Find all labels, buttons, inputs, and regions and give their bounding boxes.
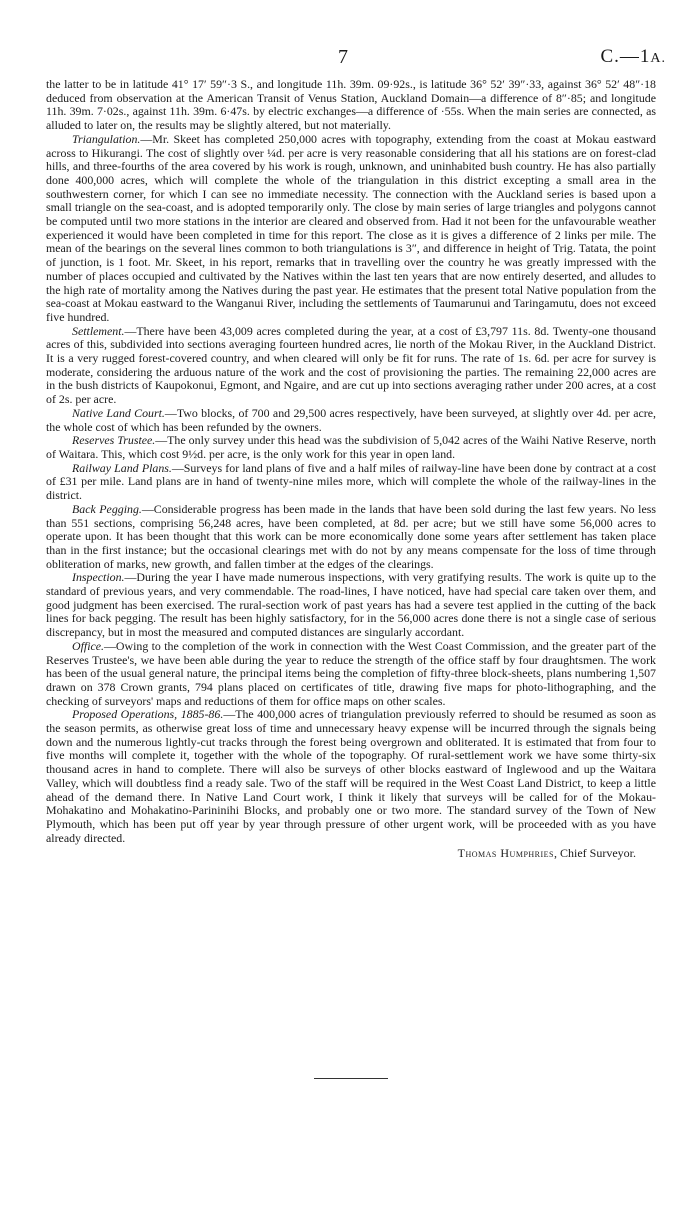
- paragraph-text: —The only survey under this head was the subdivision of 5,042 acres of the Waihi Native Reserve, north of Waitara. This, which cost 9½d. per acre, is the only work for this year in open land.: [46, 433, 657, 461]
- paragraph-text: —Surveys for land plans of five and a half miles of railway-line have been done by contract at a cost of £31 per mile. Land plans are in hand of twenty-nine miles more, which will complete the whole of the railway-lines in the district.: [46, 460, 656, 503]
- paragraph-text: —Two blocks, of 700 and 29,500 acres respectively, have been surveyed, at slightly over 4d. per acre, the whole cost of which has been refunded by the owners.: [46, 405, 657, 434]
- section-heading: Back Pegging.: [72, 501, 142, 516]
- paragraph-text: —Mr. Skeet has completed 250,000 acres with topography, extending from the coast at Mokau eastward across to Hikurangi. The cost of slightly over ¼d. per acre is very reasonable considering that all his stations are on forest-clad hills, and three-fourths of the area covered by his work is rough, unknown, and uninhabited bush country. He has also partially done 400,000 acres, which will complete the whole of the triangulation in this district excepting a small area in the southwestern corner, for which I can see no immediate necessity. The connection with the Auckland series is based upon a small triangle on the sea-coast, and is adopted temporarily only. The close by main series of large triangles and polygons cannot be computed until two more stations in the interior are cleared and observed from. Had it not been for the unfavourable weather experienced it would have been completed in time for this report. The close as it is gives a difference of 2 links per mile. The mean of the bearings on the several lines common to both triangulations is 3″, and difference in height of Trig. Tatata, the point of junction, is 1 foot. Mr. Skeet, in his report, remarks that in travelling over the country he was greatly impressed with the number of places occupied and cultivated by the Natives within the last ten years that are now entirely deserted, and alludes to the high rate of mortality among the Natives during the past year. He estimates that the present total Native population from the sea-coast at Mokau eastward to the Wanganui River, including the settlements of Taumarunui and Taringamutu, does not exceed five hundred.: [46, 131, 656, 324]
- page-header: [0, 46, 700, 68]
- paragraph-text: —Considerable progress has been made in the lands that have been sold during the last few years. No less than 551 sections, comprising 56,248 acres, have been completed, at 8d. per acre; but we still have some 56,000 acres to operate upon. It has been thought that this work can be more economically done some years after settlement has taken place than in the first instance; but the occasional clearings met with do not by any means compensate for the loss of time through obliteration of marks, new growth, and fallen timber at the edges of the clearings.: [46, 501, 656, 571]
- page-number: 7: [338, 46, 348, 68]
- section-heading: Railway Land Plans.: [72, 460, 172, 475]
- doc-ref-suffix: A.: [650, 51, 666, 66]
- section-heading: Office.: [72, 638, 105, 653]
- signatory-title: , Chief Surveyor.: [554, 846, 636, 861]
- signatory-name: Thomas Humphries: [457, 846, 554, 861]
- paragraph-reserves-trustee: [46, 434, 656, 461]
- section-heading: Inspection.: [72, 570, 125, 585]
- paragraph-office: [46, 640, 656, 709]
- paragraph-text: —During the year I have made numerous inspections, with very gratifying results. The work is quite up to the standard of previous years, and very commendable. The road-lines, I have noticed, have had special care taken over them, and good judgment has been exercised. The rural-section work of past years has had a severe test applied in the cutting of the back lines for back pegging. The result has been highly satisfactory, for in the 56,000 acres done there is not a single case of serious discrepancy, but in most the measured and computed distances are singularly accordant.: [46, 570, 656, 640]
- paragraph-text: the latter to be in latitude 41° 17′ 59″·3 S., and longitude 11h. 39m. 09·92s., is latitude 36° 52′ 39″·33, against 36° 52′ 48″·18 deduced from observation at the American Transit of Venus Station, Auckland Domain—a difference of 8″·85; and longitude 11h. 39m. 7·02s., against 11h. 39m. 6·47s. by electric exchanges—a difference of ·55s. When the main series are connected, as alluded to later on, the results may be slightly altered, but not materially.: [46, 77, 656, 133]
- paragraph-proposed-operations: [46, 708, 656, 845]
- paragraph-text: —The 400,000 acres of triangulation previously referred to should be resumed as soon as the season permits, as otherwise great loss of time and unnecessary heavy expense will be incurred through the signals being down and the numerous lightly-cut tracks through the forest being overgrown and obliterated. It is estimated that from four to five months will complete it, together with the whole of the topography. Of rural-settlement work we have some thirty-six thousand acres in hand to complete. There will also be surveys of other blocks eastward of Inglewood and up the Waitara Valley, which will doubtless find a ready sale. Two of the staff will be required in the West Coast Land District, to keep a little ahead of the demand there. In Native Land Court work, I think it likely that surveys will be called for of the Mokau-Mohakatino and Mohakatino-Parininihi Blocks, and probably one or two more. The standard survey of the Town of New Plymouth, which has been put off year by year through pressure of other urgent work, will be proceeded with as you have already directed.: [46, 707, 656, 845]
- paragraph-native-land-court: [46, 407, 656, 434]
- paragraph-back-pegging: [46, 503, 656, 572]
- signature: [46, 847, 656, 861]
- doc-ref-prefix: C.—1: [600, 46, 651, 67]
- paragraph-triangulation: [46, 133, 656, 325]
- paragraph-text: —Owing to the completion of the work in connection with the West Coast Commission, and the greater part of the Reserves Trustee's, we have been able during the year to reduce the strength of the office staff by four draughtsmen. The work has been of the usual general nature, the principal items being the completion of fifty-three block-sheets, plans numbering 1,507 drawn on 378 Crown grants, 794 plans placed on certificates of title, drawing five maps for photo-lithographing, and the checking of surveyors' maps and reductions of them for office maps on other scales.: [46, 638, 656, 708]
- paragraph-railway-land-plans: [46, 462, 656, 503]
- paragraph-latitude-results: [46, 78, 656, 133]
- section-heading: Settlement.: [72, 323, 125, 338]
- paragraph-inspection: [46, 571, 656, 640]
- section-heading: Proposed Operations, 1885-86.: [72, 707, 224, 722]
- section-heading: Triangulation.: [72, 131, 141, 146]
- paragraph-text: —There have been 43,009 acres completed during the year, at a cost of £3,797 11s. 8d. Twenty-one thousand acres of this, subdivided into sections averaging fourteen hundred acres, lie north of the Mokau River, in the Auckland District. It is a very rugged forest-covered country, and when cleared will only be fit for runs. The rate of 1s. 6d. per acre for survey is moderate, considering the arduous nature of the work and the cost of provisioning the parties. The remaining 22,000 acres are in the bush districts of Kaupokonui, Egmont, and Ngaire, and are cut up into sections averaging rather under 200 acres, at a cost of 2s. per acre.: [46, 323, 656, 407]
- report-body: [46, 78, 656, 861]
- document-reference: [600, 46, 666, 68]
- section-heading: Native Land Court.: [72, 405, 165, 420]
- paragraph-settlement: [46, 325, 656, 407]
- section-heading: Reserves Trustee.: [72, 433, 156, 448]
- end-divider: [314, 1078, 388, 1079]
